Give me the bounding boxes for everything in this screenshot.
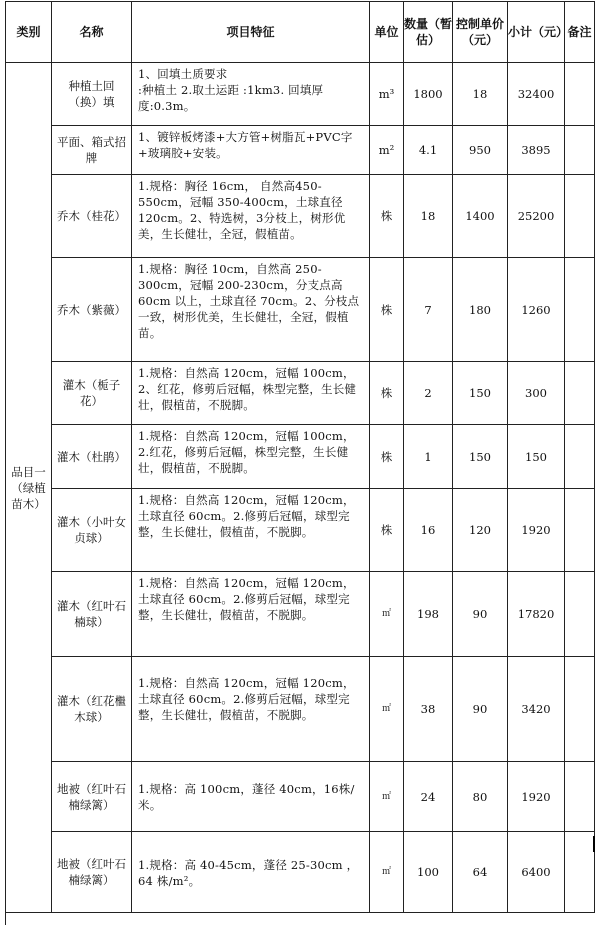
item-unit: ㎡ (370, 572, 404, 657)
item-quantity: 198 (404, 572, 453, 657)
item-price: 950 (453, 126, 508, 175)
table-row (6, 572, 595, 657)
item-unit: ㎡ (370, 762, 404, 832)
item-name: 乔木（桂花） (52, 175, 132, 258)
item-unit: 株 (370, 362, 404, 425)
item-price: 90 (453, 572, 508, 657)
item-quantity: 100 (404, 832, 453, 913)
item-name: 种植土回（换）填 (52, 63, 132, 126)
item-price: 180 (453, 258, 508, 362)
item-features: 1、镀锌板烤漆+大方管+树脂瓦+PVC字+玻璃胶+安装。 (132, 126, 370, 175)
table-row (6, 425, 595, 489)
item-remark (565, 258, 595, 362)
item-subtotal: 3895 (508, 126, 565, 175)
item-quantity: 1 (404, 425, 453, 489)
item-name: 灌木（红花檵木球） (52, 657, 132, 762)
item-subtotal: 25200 (508, 175, 565, 258)
item-subtotal: 17820 (508, 572, 565, 657)
item-features: 1.规格：胸径 10cm，自然高 250-300cm，冠幅 200-230cm，分支点高60cm 以上，土球直径 70cm。2、分枝点一致，树形优美，生长健壮，全冠，假植苗。 (132, 258, 370, 362)
item-name: 灌木（小叶女贞球） (52, 489, 132, 572)
item-quantity: 38 (404, 657, 453, 762)
table-row (6, 832, 595, 913)
item-name: 地被（红叶石楠绿篱） (52, 832, 132, 913)
header-quantity: 数量（暂估） (404, 2, 453, 63)
item-name: 灌木（红叶石楠球） (52, 572, 132, 657)
item-features: 1.规格：自然高 120cm，冠幅 100cm，2、红花，修剪后冠幅，株型完整，生长健壮，假植苗，不脱脚。 (132, 362, 370, 425)
item-features: 1.规格：自然高 120cm，冠幅 100cm，2.红花，修剪后冠幅，株型完整，生长健壮，假植苗，不脱脚。 (132, 425, 370, 489)
item-remark (565, 126, 595, 175)
table-row (6, 762, 595, 832)
item-unit: 株 (370, 425, 404, 489)
item-quantity: 4.1 (404, 126, 453, 175)
item-unit: 株 (370, 258, 404, 362)
item-quantity: 18 (404, 175, 453, 258)
item-subtotal: 1920 (508, 762, 565, 832)
item-quantity: 24 (404, 762, 453, 832)
category-cell: 品目一（绿植苗木） (6, 63, 52, 913)
item-features: 1.规格：胸径 16cm， 自然高450-550cm，冠幅 350-400cm，土球直径 120cm。2、特选树，3分枝上，树形优美，生长健壮，全冠，假植苗。 (132, 175, 370, 258)
item-remark (565, 175, 595, 258)
item-price: 80 (453, 762, 508, 832)
item-price: 18 (453, 63, 508, 126)
item-features: 1、回填土质要求 :种植土 2.取土运距 :1km3. 回填厚度:0.3m。 (132, 63, 370, 126)
item-remark (565, 657, 595, 762)
item-remark (565, 762, 595, 832)
item-remark (565, 63, 595, 126)
header-name: 名称 (52, 2, 132, 63)
item-price: 150 (453, 425, 508, 489)
item-remark (565, 832, 595, 913)
item-subtotal: 32400 (508, 63, 565, 126)
table-row (6, 362, 595, 425)
table-border-extension (5, 905, 6, 925)
item-remark (565, 362, 595, 425)
item-quantity: 1800 (404, 63, 453, 126)
item-quantity: 7 (404, 258, 453, 362)
item-subtotal: 6400 (508, 832, 565, 913)
item-name: 灌木（杜鹃） (52, 425, 132, 489)
table-row (6, 258, 595, 362)
item-price: 1400 (453, 175, 508, 258)
header-remark: 备注 (565, 2, 595, 63)
item-subtotal: 1920 (508, 489, 565, 572)
item-subtotal: 3420 (508, 657, 565, 762)
item-subtotal: 1260 (508, 258, 565, 362)
header-row (6, 2, 595, 63)
table-row (6, 175, 595, 258)
item-name: 平面、箱式招牌 (52, 126, 132, 175)
table-row (6, 63, 595, 126)
table-row (6, 657, 595, 762)
item-features: 1.规格：自然高 120cm，冠幅 120cm，土球直径 60cm。2.修剪后冠幅，球型完整，生长健壮，假植苗，不脱脚。 (132, 489, 370, 572)
item-subtotal: 300 (508, 362, 565, 425)
item-unit: m³ (370, 63, 404, 126)
item-price: 90 (453, 657, 508, 762)
item-quantity: 2 (404, 362, 453, 425)
header-unit: 单位 (370, 2, 404, 63)
item-name: 乔木（紫薇） (52, 258, 132, 362)
item-remark (565, 572, 595, 657)
item-name: 地被（红叶石楠绿篱） (52, 762, 132, 832)
item-remark (565, 489, 595, 572)
item-features: 1.规格：高 40-45cm，蓬径 25-30cm ，64 株/m²。 (132, 832, 370, 913)
item-features: 1.规格：自然高 120cm，冠幅 120cm，土球直径 60cm。2.修剪后冠幅，球型完整，生长健壮，假植苗，不脱脚。 (132, 657, 370, 762)
bid-item-table (5, 1, 595, 913)
header-subtotal: 小计（元） (508, 2, 565, 63)
item-unit: ㎡ (370, 657, 404, 762)
table-row (6, 489, 595, 572)
item-name: 灌木（栀子花） (52, 362, 132, 425)
item-price: 120 (453, 489, 508, 572)
item-unit: m² (370, 126, 404, 175)
item-unit: 株 (370, 175, 404, 258)
item-remark (565, 425, 595, 489)
item-unit: ㎡ (370, 832, 404, 913)
header-features: 项目特征 (132, 2, 370, 63)
header-category: 类别 (6, 2, 52, 63)
item-price: 150 (453, 362, 508, 425)
header-price: 控制单价（元） (453, 2, 508, 63)
item-quantity: 16 (404, 489, 453, 572)
item-price: 64 (453, 832, 508, 913)
item-features: 1.规格：高 100cm，蓬径 40cm，16株/米。 (132, 762, 370, 832)
item-subtotal: 150 (508, 425, 565, 489)
item-unit: 株 (370, 489, 404, 572)
item-features: 1.规格：自然高 120cm，冠幅 120cm，土球直径 60cm。2.修剪后冠幅，球型完整，生长健壮，假植苗，不脱脚。 (132, 572, 370, 657)
scan-edge-mark (593, 836, 595, 852)
table-row (6, 126, 595, 175)
